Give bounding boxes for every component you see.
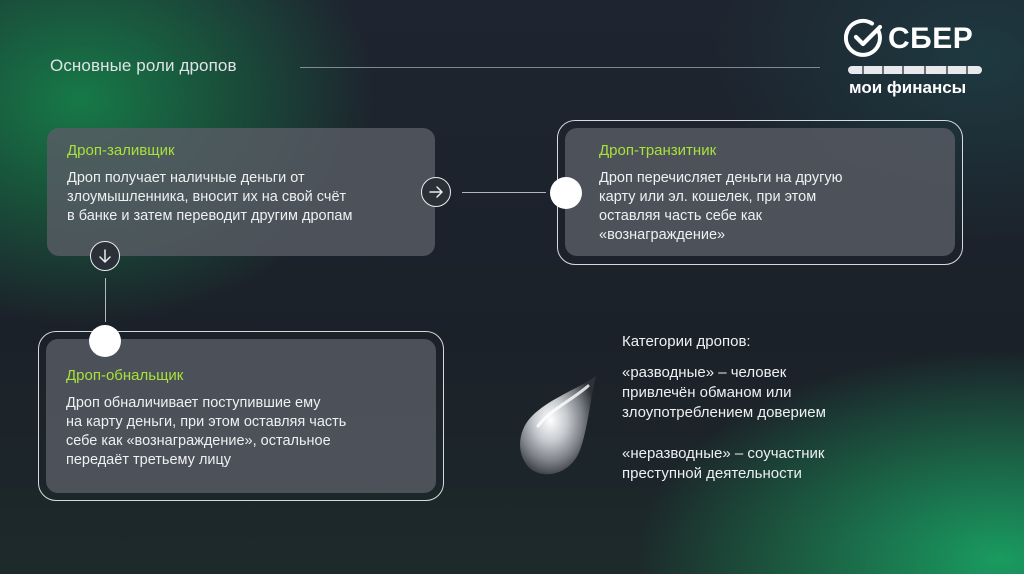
categories-heading: Категории дропов: bbox=[622, 333, 751, 350]
role-title: Дроп-транзитник bbox=[599, 142, 717, 159]
category-nerazvodnye: «неразводные» – соучастник преступной деятельности bbox=[622, 445, 825, 482]
connector-node bbox=[550, 177, 582, 209]
brand-subtitle: мои финансы bbox=[849, 78, 967, 97]
arrow-right-button bbox=[421, 177, 451, 207]
connector-line-right bbox=[462, 192, 546, 193]
chrome-drop-icon bbox=[510, 370, 600, 480]
role-card-tranzitnik bbox=[565, 128, 955, 256]
role-description: Дроп получает наличные деньги от злоумышленника, вносит их на свой счёт в банке и затем переводит другим дропам bbox=[67, 170, 353, 224]
role-description: Дроп обналичивает поступившие ему на карту деньги, при этом оставляя часть себе как «вознаграждение», остальное передаёт третьему лицу bbox=[66, 395, 347, 468]
role-description: Дроп перечисляет деньги на другую карту или эл. кошелек, при этом оставляя часть себе как «вознаграждение» bbox=[599, 170, 843, 243]
arrow-down-icon bbox=[97, 248, 113, 264]
brand-bar bbox=[848, 66, 982, 74]
brand-name: СБЕР bbox=[888, 22, 974, 55]
role-card-obnalshchik bbox=[46, 339, 436, 493]
category-razvodnye: «разводные» – человек привлечён обманом или злоупотреблением доверием bbox=[622, 364, 826, 421]
role-title: Дроп-обнальщик bbox=[66, 367, 184, 384]
arrow-down-button bbox=[90, 241, 120, 271]
connector-line-down bbox=[105, 278, 106, 322]
role-title: Дроп-заливщик bbox=[67, 142, 175, 159]
sber-check-icon bbox=[844, 18, 884, 58]
page-title: Основные роли дропов bbox=[50, 56, 237, 75]
connector-node bbox=[89, 325, 121, 357]
sber-logo bbox=[844, 18, 986, 102]
title-divider bbox=[300, 67, 820, 68]
arrow-right-icon bbox=[428, 184, 444, 200]
role-card-zalivshchik bbox=[47, 128, 435, 256]
